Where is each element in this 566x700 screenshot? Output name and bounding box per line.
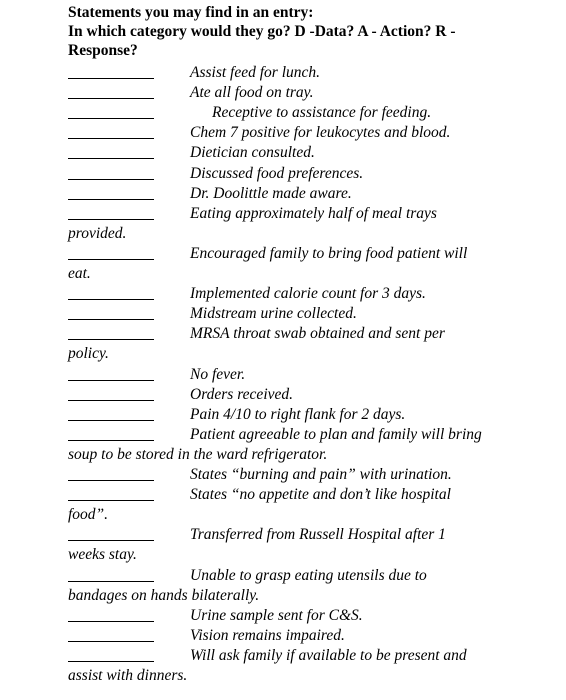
statement-text: Midstream urine collected.	[190, 305, 357, 323]
statement-text: States “burning and pain” with urination.	[190, 466, 452, 483]
statement-continuation: eat.	[68, 265, 91, 282]
answer-blank[interactable]	[68, 440, 154, 441]
answer-blank[interactable]	[68, 661, 154, 662]
answer-blank[interactable]	[68, 299, 154, 300]
answer-blank[interactable]	[68, 319, 154, 320]
answer-blank[interactable]	[68, 581, 154, 582]
statement-continuation: weeks stay.	[68, 546, 137, 564]
answer-blank[interactable]	[68, 179, 154, 180]
statement-text: Discussed food preferences.	[190, 164, 364, 182]
statement-text: Will ask family if available to be present and	[190, 646, 467, 664]
header-line-3: Response?	[68, 42, 138, 59]
answer-blank[interactable]	[68, 78, 154, 79]
answer-blank[interactable]	[68, 199, 154, 200]
instructions-header	[68, 3, 538, 60]
statement-text: Dietician consulted.	[190, 144, 315, 162]
statement-continuation: food”.	[68, 506, 109, 524]
statement-text: Unable to grasp eating utensils due to	[190, 566, 427, 584]
answer-blank[interactable]	[68, 98, 154, 99]
statement-text: Transferred from Russell Hospital after 1	[190, 526, 446, 544]
statement-text: Receptive to assistance for feeding.	[212, 104, 432, 122]
answer-blank[interactable]	[68, 339, 154, 340]
statement-continuation: policy.	[68, 345, 109, 363]
answer-blank[interactable]	[68, 138, 154, 139]
answer-blank[interactable]	[68, 480, 154, 481]
answer-blank[interactable]	[68, 158, 154, 159]
answer-blank[interactable]	[68, 420, 154, 421]
statement-text: Patient agreeable to plan and family will bring	[190, 425, 482, 443]
answer-blank[interactable]	[68, 380, 154, 381]
statement-text: Assist feed for lunch.	[190, 64, 321, 81]
statement-continuation: provided.	[68, 224, 127, 242]
answer-blank[interactable]	[68, 641, 154, 642]
statement-text: MRSA throat swab obtained and sent per	[190, 325, 445, 343]
statement-continuation: assist with dinners.	[68, 667, 188, 684]
statement-text: Encouraged family to bring food patient will	[190, 244, 468, 262]
answer-blank[interactable]	[68, 500, 154, 501]
statement-text: Pain 4/10 to right flank for 2 days.	[190, 405, 406, 423]
statement-continuation: soup to be stored in the ward refrigerator.	[68, 445, 328, 463]
answer-blank[interactable]	[68, 621, 154, 622]
statement-text: Eating approximately half of meal trays	[190, 204, 437, 222]
statement-text: Orders received.	[190, 385, 294, 403]
statement-text: Ate all food on tray.	[190, 84, 314, 102]
statement-text: Urine sample sent for C&S.	[190, 606, 363, 624]
statement-text: Implemented calorie count for 3 days.	[190, 285, 426, 303]
statement-text: Chem 7 positive for leukocytes and blood.	[190, 124, 451, 142]
statement-text: Dr. Doolittle made aware.	[190, 184, 352, 202]
answer-blank[interactable]	[68, 540, 154, 541]
answer-blank[interactable]	[68, 118, 154, 119]
statement-text: States “no appetite and don’t like hospital	[190, 486, 451, 504]
header-line-2: In which category would they go? D -Data? A - Action? R -	[68, 23, 456, 40]
answer-blank[interactable]	[68, 219, 154, 220]
statement-text: No fever.	[190, 365, 246, 383]
answer-blank[interactable]	[68, 400, 154, 401]
statement-text: Vision remains impaired.	[190, 626, 345, 644]
header-line-1: Statements you may find in an entry:	[68, 4, 314, 21]
answer-blank[interactable]	[68, 259, 154, 260]
statement-continuation: bandages on hands bilaterally.	[68, 586, 260, 604]
